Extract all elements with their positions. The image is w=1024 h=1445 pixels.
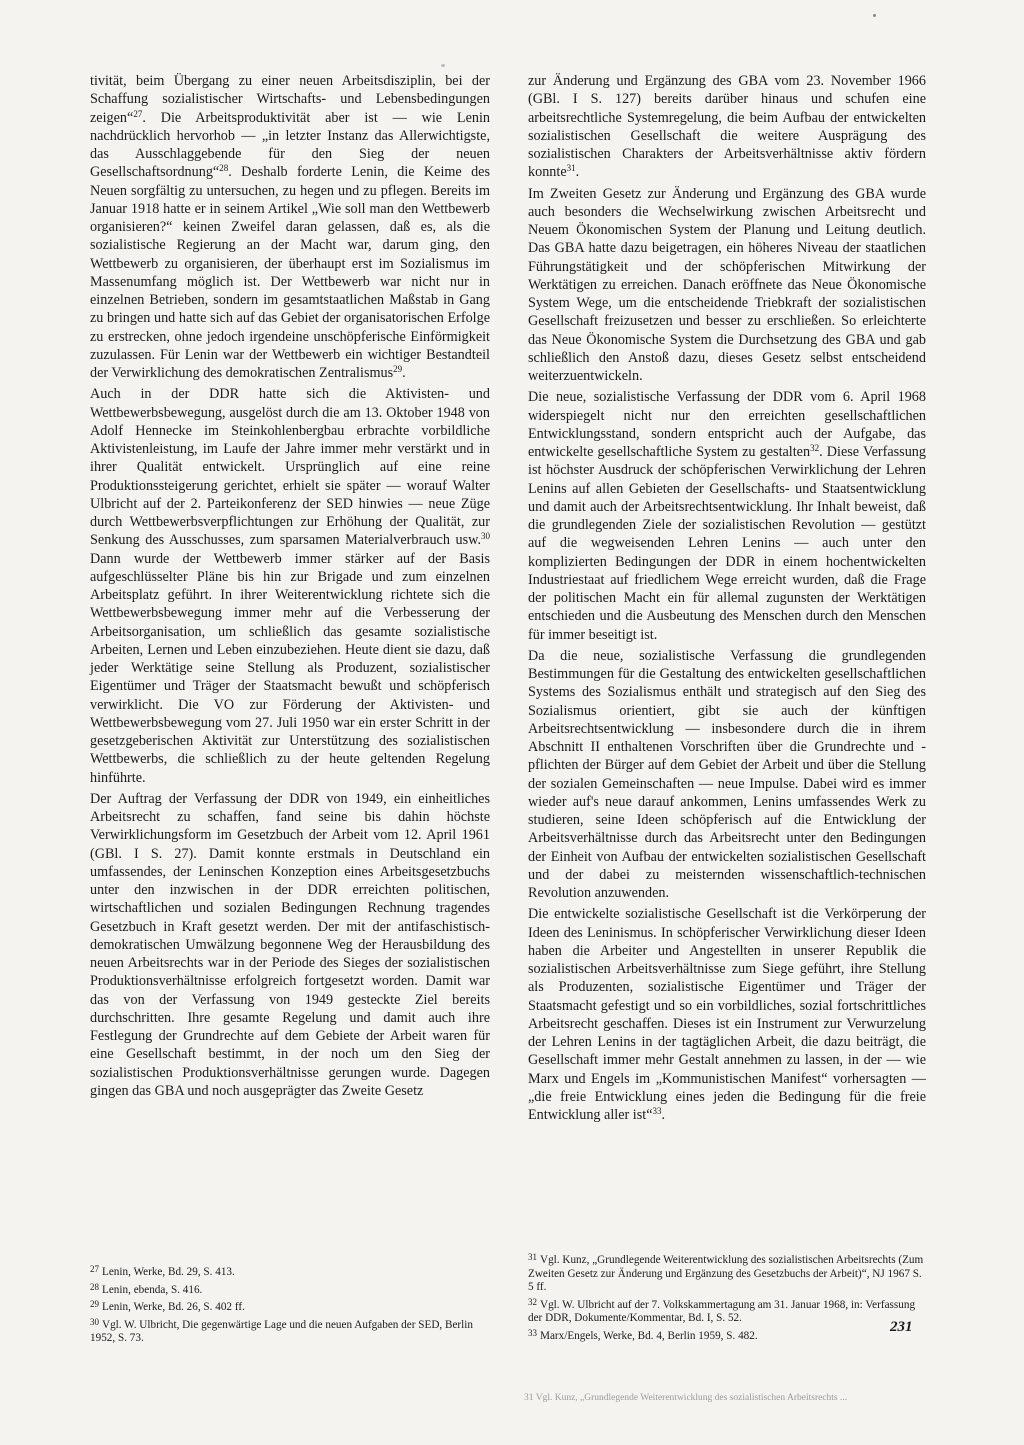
footnote-ref: 33	[652, 1106, 662, 1116]
footnote: $^{27}$ Lenin, Werke, Bd. 29, S. 413.	[90, 1264, 235, 1278]
faint-bleed-through-note: 31 Vgl. Kunz, „Grundlegende Weiterentwicklung des sozialistischen Arbeitsrechts ...	[524, 1393, 848, 1403]
footnote: $^{29}$ Lenin, Werke, Bd. 26, S. 402 ff.	[90, 1299, 245, 1313]
footnote-ref: 30	[481, 531, 490, 542]
paragraph: Die neue, sozialistische Verfassung der DDR vom 6. April 1968 widerspiegelt nicht nur den erreichten gesellschaftlichen Entwicklungsstand, sondern entspricht auch der Aufgabe, das entwickelte gesellschaftliche System zu gestalten$^{32}$. Diese Verfassung ist höchster Ausdruck der schöpferischen Verwirklichung der Lehren Lenins auf allen Gebieten der Gesellschafts- und Staatsentwicklung und damit auch der Arbeitsrechtsentwicklung. Ihr Inhalt beweist, daß die grundlegenden Ziele der sozialistischen Revolution — gestützt auf die wegweisenden Lehren Lenins — auch unter den komplizierten Bedingungen der DDR in einem hochentwickelten Industriestaat auf friedlichem Wege erreicht wurden, daß die Frage der politischen Macht ein für allemal zugunsten der Werktätigen entschieden und die Ausbeutung des Menschen durch den Menschen für immer beseitigt ist.	[528, 389, 926, 643]
paragraph: Die entwickelte sozialistische Gesellschaft ist die Verkörperung der Ideen des Leninismus. In schöpferischer Verwirklichung dieser Ideen haben die Arbeiter und Angestellten in unserer Republik die sozialistischen Arbeitsverhältnisse zum Siege geführt, ihre Stellung als Produzenten, sozialistische Eigentümer und Träger der Staatsmacht gefestigt und so ein vorbildliches, sozial fortschrittliches Arbeitsrecht geschaffen. Dieses ist ein Instrument zur Verwurzelung der Lehren Lenins in der tagtäglichen Arbeit, die dazu beiträgt, die Gesellschaft immer mehr Gestalt annehmen zu lassen, in der — wie Marx und Engels im „Kommunistischen Manifest“ vorhersagten — „die freie Entwicklung eines jeden die Bedingung für die freie Entwicklung aller ist“$^{33}$.	[528, 906, 926, 1123]
footnote: $^{31}$ Vgl. Kunz, „Grundlegende Weiterentwicklung des sozialistischen Arbeitsrechts (Zum Zweiten Gesetz zur Änderung und Ergänzung des Gesetzbuchs der Arbeit)“, NJ 1967 S. 5 ff.	[528, 1252, 924, 1293]
footnote-ref: 28	[219, 163, 229, 174]
left-text-column	[90, 72, 490, 1100]
left-footnotes	[90, 1263, 490, 1347]
footnote-ref: 29	[393, 364, 403, 374]
footnote: $^{32}$ Vgl. W. Ulbricht auf der 7. Volkskammertagung am 31. Januar 1968, in: Verfassung der DDR, Dokumente/Kommentar, Bd. I, S. 52.	[528, 1296, 916, 1324]
footnote-ref: 32	[810, 443, 820, 453]
paragraph: Auch in der DDR hatte sich die Aktivisten- und Wettbewerbsbewegung, ausgelöst durch die am 13. Oktober 1948 von Adolf Hennecke im Steinkohlenbergbau erbrachte vorbildliche Aktivistenleistung, im Laufe der Jahre immer mehr verstärkt und in ihrer Qualität entwickelt. Ursprünglich auf eine reine Produktionssteigerung gerichtet, erhielt sie später — worauf Walter Ulbricht auf der 2. Parteikonferenz der SED hinwies — neue Züge durch Wettbewerbsverpflichtungen zur Erhöhung der Qualität, zur Senkung des Ausschusses, zum sparsamen Materialverbrauch usw.$^{30}$ Dann wurde der Wettbewerb immer stärker auf der Basis aufgeschlüsselter Pläne bis hin zur Brigade und zum einzelnen Arbeitsplatz geführt. In ihrer Weiterentwicklung richtete sich die Wettbewerbsbewegung immer mehr auf die Verbesserung der Arbeitsorganisation, um schließlich das gesamte sozialistische Arbeiten, Lernen und Leben einzubeziehen. Heute dient sie dazu, daß jeder Werktätige seine Stellung als Produzent, sozialistischer Eigentümer und Träger der Staatsmacht bewußt und schöpferisch verwirklicht. Die VO zur Förderung der Aktivisten- und Wettbewerbsbewegung vom 27. Juli 1950 war ein erster Schritt in der gesetzgeberischen Aktivität zur Unterstützung des sozialistischen Wettbewerbs, die schließlich zu der heute geltenden Regelung hinführte.	[90, 386, 490, 786]
footnote: $^{30}$ Vgl. W. Ulbricht, Die gegenwärtige Lage und die neuen Aufgaben der SED, Berlin 1952, S. 73.	[90, 1316, 473, 1344]
paragraph: Da die neue, sozialistische Verfassung die grundlegenden Bestimmungen für die Gestaltung des entwickelten gesellschaftlichen Systems des Sozialismus enthält und strategisch auf den Sieg des Sozialismus orientiert, gibt sie auch der künftigen Arbeitsrechtsentwicklung — insbesondere durch die in ihrem Abschnitt II enthaltenen Vorschriften über die Grundrechte und -pflichten der Bürger auf dem Gebiet der Arbeit und über die Stellung der sozialen Gemeinschaften — neue Impulse. Dabei wird es immer wieder auf's neue darauf ankommen, Lenins umfassendes Werk zu studieren, seine Ideen schöpferisch auf die Entwicklung der Arbeitsverhältnisse durch das Arbeitsrecht unter den Bedingungen der Einheit von Aufbau der entwickelten sozialistischen Gesellschaft und der dabei zu meisternden wissenschaftlich-technischen Revolution anzuwenden.	[528, 647, 926, 901]
footnote: $^{33}$ Marx/Engels, Werke, Bd. 4, Berlin 1959, S. 482.	[528, 1327, 758, 1342]
page-number: 231	[890, 1319, 913, 1335]
right-text-column	[528, 72, 926, 1124]
scan-speck	[441, 64, 445, 67]
paragraph: Im Zweiten Gesetz zur Änderung und Ergänzung des GBA wurde auch besonders die Wechselwirkung zwischen Arbeitsrecht und Neuem Ökonomischen System der Planung und Leitung deutlich. Das GBA hatte dazu beigetragen, ein höheres Niveau der staatlichen Führungstätigkeit und der schöpferischen Mitwirkung der Werktätigen zu erreichen. Danach eröffnete das Neue Ökonomische System Wege, um die entscheidende Triebkraft der sozialistischen Gesellschaft freizusetzen und besser zu erschließen. So erleichterte das Neue Ökonomische System die Durchsetzung des GBA und gab schließlich den Anstoß dazu, dieses Gesetz selbst entscheidend weiterzuentwickeln.	[528, 185, 926, 384]
paragraph: zur Änderung und Ergänzung des GBA vom 23. November 1966 (GBl. I S. 127) bereits darüber hinaus und schufen eine arbeitsrechtliche Systemregelung, die beim Aufbau der entwickelten sozialistischen Gesellschaft die weitere Ausprägung des sozialistischen Charakters der Arbeitsverhältnisse aktiv fördern konnte$^{31}$.	[528, 73, 926, 181]
footnote-ref: 27	[133, 108, 143, 119]
right-footnotes	[528, 1251, 926, 1344]
paragraph: tivität, beim Übergang zu einer neuen Arbeitsdisziplin, bei der Schaffung sozialistischer Wirtschafts- und Lebensbedingungen zeigen“$^{27}$. Die Arbeitsproduktivität aber ist — wie Lenin nachdrücklich hervorhob — „in letzter Instanz das Allerwichtigste, das Ausschlaggebende für den Sieg der neuen Gesellschaftsordnung“$^{28}$. Deshalb forderte Lenin, die Keime des Neuen sorgfältig zu untersuchen, zu hegen und zu pflegen. Bereits im Januar 1918 hatte er in seinem Artikel „Wie soll man den Wettbewerb organisieren?“ keinen Zweifel daran gelassen, daß es, als die sozialistische Regierung an der Macht war, darum ging, den Wettbewerb zu organisieren, der überhaupt erst im Sozialismus im Massenumfang möglich ist. Der Wettbewerb war nicht nur in einzelnen Betrieben, sondern im gesamtstaatlichen Maßstab in Gang zu bringen und hatte sich auf das Gebiet der organisatorischen Erfolge zu erstrecken, ohne jedoch irgendeine unschöpferische Einförmigkeit zuzulassen. Für Lenin war der Wettbewerb ein wichtiger Bestandteil der Verwirklichung des demokratischen Zentralismus$^{29}$.	[90, 73, 490, 381]
footnote: $^{28}$ Lenin, ebenda, S. 416.	[90, 1281, 203, 1296]
scan-speck	[873, 14, 876, 17]
footnote-ref: 31	[566, 163, 576, 174]
paragraph: Der Auftrag der Verfassung der DDR von 1949, ein einheitliches Arbeitsrecht zu schaffen, fand seine bis dahin höchste Verwirklichungsform im Gesetzbuch der Arbeit vom 12. April 1961 (GBl. I S. 27). Damit konnte erstmals in Deutschland ein umfassendes, der Leninschen Konzeption eines Arbeitsgesetzbuchs unter den inzwischen in der DDR erreichten politischen, wirtschaftlichen und sozialen Bedingungen Rechnung tragendes Gesetzbuch in Kraft gesetzt werden. Der mit der antifaschistisch-demokratischen Umwälzung begonnene Weg der Herausbildung des neuen Arbeitsrechts war in der Periode des Sieges der sozialistischen Produktionsverhältnisse erfolgreich fortgesetzt worden. Damit war das von der Verfassung von 1949 gesteckte Ziel bereits durchschritten. Ihre gesamte Regelung und damit auch ihre Festlegung der Grundrechte auf dem Gebiete der Arbeit waren für eine Gesellschaft bestimmt, in der noch um den Sieg der sozialistischen Produktionsverhältnisse gerungen wurde. Dagegen gingen das GBA und noch ausgeprägter das Zweite Gesetz	[90, 790, 490, 1099]
